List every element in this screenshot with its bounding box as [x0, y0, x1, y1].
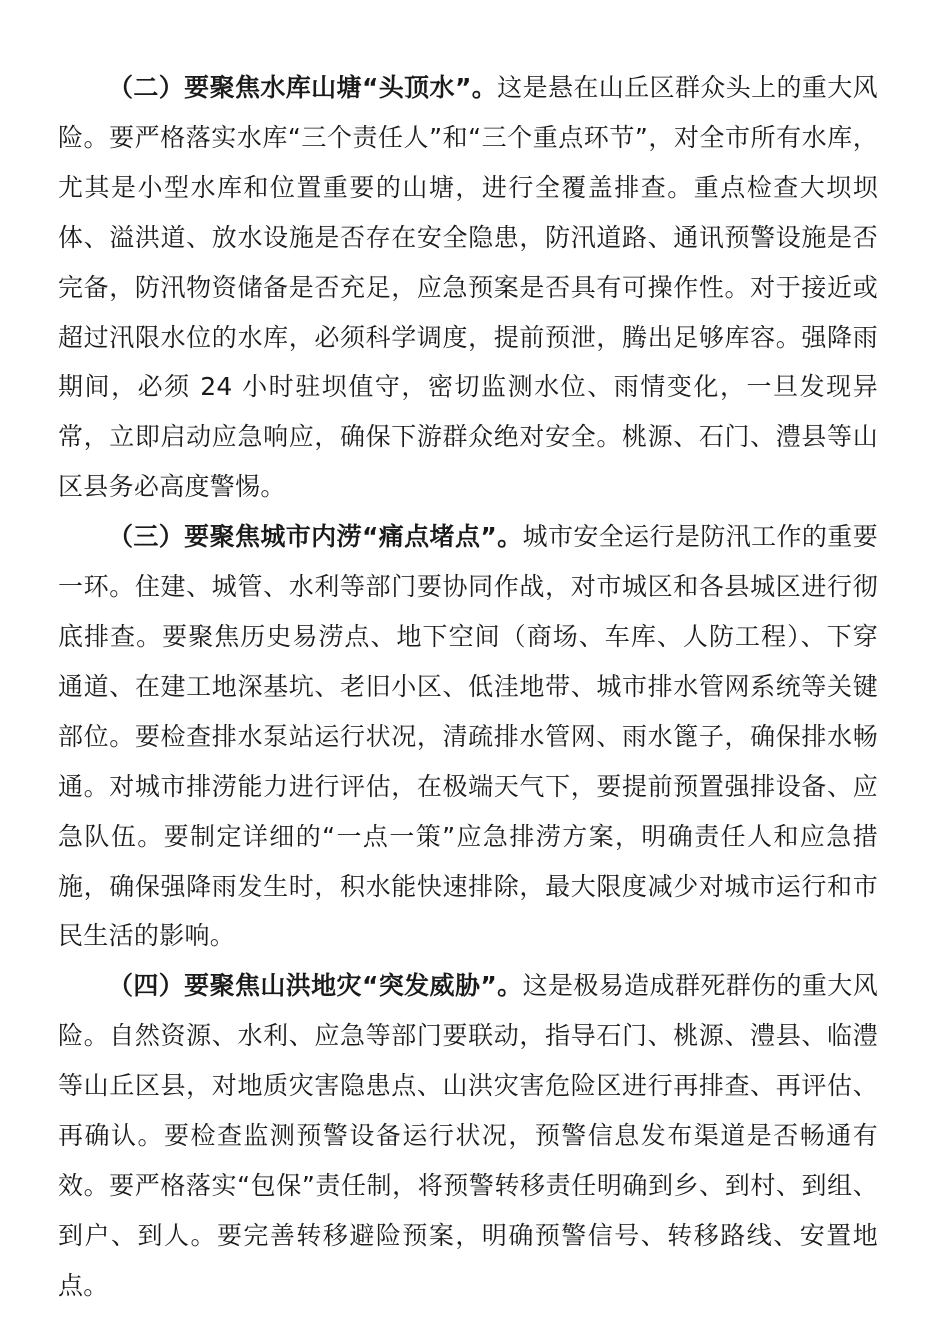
paragraph-heading: （二）要聚焦水库山塘“头顶水”。	[108, 73, 498, 102]
paragraph-body: 这是悬在山丘区群众头上的重大风险。要严格落实水库“三个责任人”和“三个重点环节”，对全市所有水库，尤其是小型水库和位置重要的山塘，进行全覆盖排查。重点检查大坝坝体、溢洪道、放水设施是否存在安全隐患，防汛道路、通讯预警设施是否完备，防汛物资储备是否充足，应急预案是否具有可操作性。对于接近或超过汛限水位的水库，必须科学调度，提前预泄，腾出足够库容。强降雨期间，必须 24 小时驻坝值守，密切监测水位、雨情变化，一旦发现异常，立即启动应急响应，确保下游群众绝对安全。桃源、石门、澧县等山区县务必高度警惕。	[58, 73, 878, 502]
paragraph-body: 这是极易造成群死群伤的重大风险。自然资源、水利、应急等部门要联动，指导石门、桃源、澧县、临澧等山丘区县，对地质灾害隐患点、山洪灾害危险区进行再排查、再评估、再确认。要检查监测预警设备运行状况，预警信息发布渠道是否畅通有效。要严格落实“包保”责任制，将预警转移责任明确到乡、到村、到组、到户、到人。要完善转移避险预案，明确预警信号、转移路线、安置地点。	[58, 971, 879, 1300]
paragraph-flash-flood	[58, 961, 878, 1310]
paragraph-heading: （四）要聚焦山洪地灾“突发威胁”。	[108, 971, 523, 1001]
paragraph-urban-waterlogging	[58, 512, 878, 961]
paragraph-reservoir	[58, 63, 878, 512]
paragraph-body: 城市安全运行是防汛工作的重要一环。住建、城管、水利等部门要协同作战，对市城区和各县城区进行彻底排查。要聚焦历史易涝点、地下空间（商场、车库、人防工程）、下穿通道、在建工地深基坑、老旧小区、低洼地带、城市排水管网系统等关键部位。要检查排水泵站运行状况，清疏排水管网、雨水篦子，确保排水畅通。对城市排涝能力进行评估，在极端天气下，要提前预置强排设备、应急队伍。要制定详细的“一点一策”应急排涝方案，明确责任人和应急措施，确保强降雨发生时，积水能快速排除，最大限度减少对城市运行和市民生活的影响。	[58, 522, 879, 951]
paragraph-heading: （三）要聚焦城市内涝“痛点堵点”。	[108, 522, 523, 552]
